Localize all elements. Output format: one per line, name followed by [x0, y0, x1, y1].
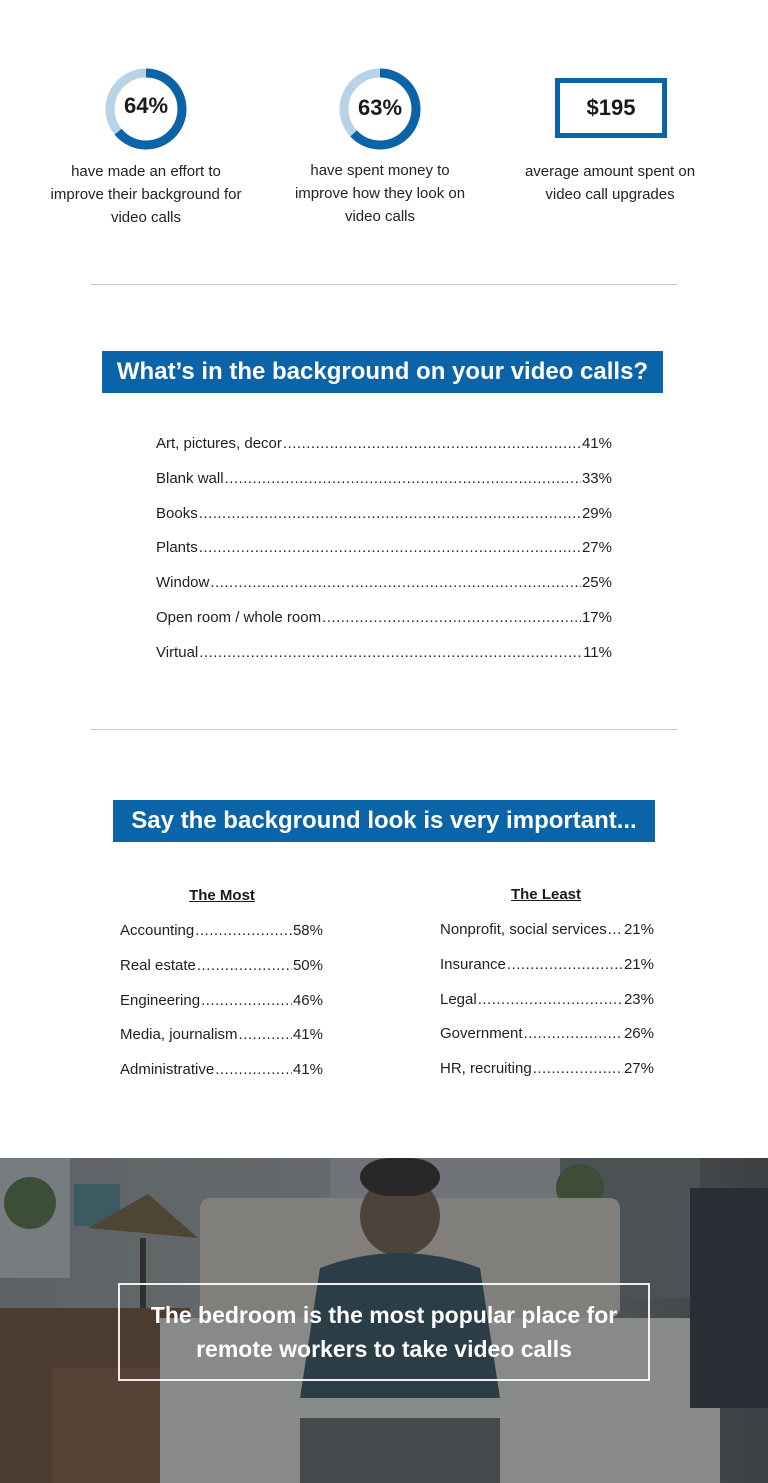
list-item-value: 17% — [581, 609, 612, 626]
dot-leader — [283, 435, 581, 452]
dot-leader — [507, 956, 623, 973]
dot-leader — [322, 609, 581, 626]
least-heading: The Least — [510, 886, 582, 903]
list-item-label: Administrative — [120, 1061, 215, 1079]
bedroom-photo — [0, 1158, 768, 1483]
list-item-value: 58% — [292, 922, 323, 939]
list-item-label: Real estate — [120, 956, 196, 974]
list-item-label: HR, recruiting — [440, 1060, 532, 1078]
stat-description: have spent money to improve how they look on video calls — [294, 162, 466, 225]
list-item-value: 11% — [583, 643, 612, 661]
list-item — [440, 1025, 654, 1042]
stat-description: average amount spent on video call upgrades — [524, 163, 696, 203]
stat-value: 63% — [357, 95, 403, 120]
list-item-label: Media, journalism — [120, 1026, 238, 1044]
list-item — [156, 470, 612, 487]
list-item-value: 26% — [623, 1025, 654, 1043]
list-item-label: Engineering — [120, 991, 201, 1009]
list-item-value: 21% — [623, 955, 654, 973]
background-section-title: What’s in the background on your video calls? — [102, 351, 663, 393]
photo-caption-line: The bedroom is the most popular place for — [150, 1302, 618, 1328]
list-item — [440, 956, 654, 973]
list-item-label: Government — [440, 1025, 523, 1043]
list-item-value: 33% — [581, 469, 612, 487]
list-item — [440, 921, 654, 938]
list-item-label: Art, pictures, decor — [156, 435, 282, 452]
list-item-label: Blank wall — [156, 469, 224, 487]
stat-description: have made an effort to improve their background for video calls — [50, 163, 242, 226]
list-item-label: Virtual — [156, 643, 199, 661]
list-item-value: 41% — [292, 1026, 323, 1044]
list-item-label: Open room / whole room — [156, 609, 322, 626]
section-divider — [91, 284, 677, 285]
dot-leader — [210, 574, 581, 591]
dot-leader — [199, 644, 582, 661]
stat-card-spent — [280, 66, 480, 236]
amount-box: $195 — [555, 78, 667, 138]
stat-card-average — [510, 78, 710, 218]
list-item — [120, 1061, 323, 1078]
dot-leader — [225, 470, 581, 487]
list-item — [120, 992, 323, 1009]
section-divider — [91, 729, 677, 730]
list-item-value: 21% — [623, 921, 654, 938]
list-item-label: Legal — [440, 990, 477, 1008]
list-item-label: Window — [156, 574, 210, 592]
list-item — [440, 1060, 654, 1077]
dot-leader — [239, 1026, 292, 1043]
dot-leader — [199, 505, 581, 522]
list-item-value: 41% — [581, 435, 612, 452]
list-item-value: 50% — [292, 956, 323, 974]
dot-leader — [524, 1025, 623, 1042]
list-item — [120, 922, 323, 939]
list-item — [120, 1026, 323, 1043]
dot-leader — [215, 1061, 292, 1078]
list-item-label: Accounting — [120, 922, 195, 939]
dot-leader — [199, 539, 581, 556]
photo-caption-box — [118, 1283, 650, 1381]
importance-section-title: Say the background look is very important... — [113, 800, 655, 842]
list-item-value: 29% — [581, 504, 612, 522]
list-item-label: Plants — [156, 539, 198, 557]
list-item-value: 25% — [581, 574, 612, 592]
list-item — [156, 609, 612, 626]
dot-leader — [197, 957, 292, 974]
list-item-value: 23% — [623, 990, 654, 1008]
list-item-value: 41% — [292, 1061, 323, 1079]
dot-leader — [195, 922, 292, 939]
list-item — [120, 957, 323, 974]
list-item-label: Books — [156, 504, 198, 522]
stat-card-effort — [40, 66, 252, 236]
list-item — [440, 991, 654, 1008]
list-item — [156, 574, 612, 591]
list-item-value: 27% — [581, 539, 612, 557]
list-item — [156, 644, 612, 661]
photo-caption-line: remote workers to take video calls — [196, 1336, 572, 1362]
list-item — [156, 505, 612, 522]
list-item-label: Nonprofit, social services — [440, 921, 607, 938]
dot-leader — [608, 921, 623, 938]
list-item-label: Insurance — [440, 955, 506, 973]
dot-leader — [201, 992, 292, 1009]
stat-value: 64% — [123, 93, 169, 118]
list-item-value: 46% — [292, 991, 323, 1009]
list-item — [156, 539, 612, 556]
dot-leader — [533, 1060, 623, 1077]
list-item — [156, 435, 612, 452]
most-heading: The Most — [189, 887, 255, 904]
list-item-value: 27% — [623, 1060, 654, 1078]
dot-leader — [478, 991, 623, 1008]
